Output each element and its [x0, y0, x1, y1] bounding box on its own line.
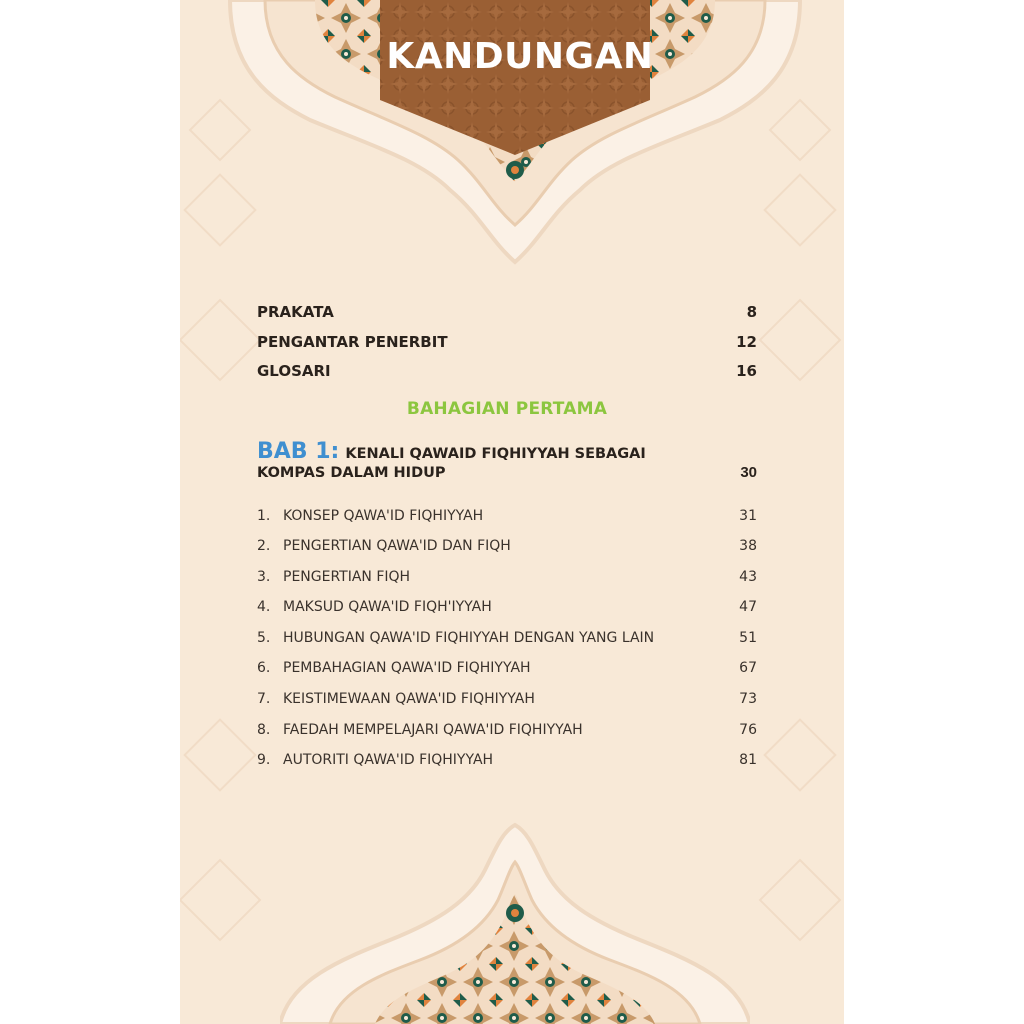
- page-title: KANDUNGAN: [386, 36, 654, 77]
- toc-row-pengantar-penerbit[interactable]: [257, 333, 757, 363]
- table-of-contents: [257, 303, 757, 783]
- item-page-number: 76: [739, 721, 757, 738]
- item-label: KONSEP QAWA'ID FIQHIYYAH: [283, 507, 484, 524]
- item-number: 1.: [257, 507, 271, 524]
- item-number: 4.: [257, 599, 271, 616]
- chapter-page-number: 30: [740, 463, 757, 481]
- toc-item[interactable]: [257, 538, 757, 569]
- item-page-number: 31: [739, 507, 757, 524]
- toc-item[interactable]: [257, 630, 757, 661]
- book-page: [180, 0, 844, 1024]
- toc-label: GLOSARI: [257, 362, 331, 380]
- toc-label: PRAKATA: [257, 303, 334, 321]
- item-page-number: 38: [739, 538, 757, 555]
- toc-row-glosari[interactable]: [257, 362, 757, 392]
- item-page-number: 43: [739, 568, 757, 585]
- bottom-arch-ornament: [280, 820, 750, 1024]
- item-number: 9.: [257, 752, 271, 769]
- item-page-number: 51: [739, 629, 757, 646]
- toc-page-number: 16: [736, 362, 757, 380]
- item-label: PEMBAHAGIAN QAWA'ID FIQHIYYAH: [283, 660, 531, 677]
- chapter-title-line1: [257, 439, 757, 464]
- item-number: 5.: [257, 629, 271, 646]
- toc-page-number: 8: [746, 303, 757, 321]
- chapter-title-line2: KOMPAS DALAM HIDUP: [257, 464, 446, 481]
- chapter-title-text: KENALI QAWAID FIQHIYYAH SEBAGAI: [345, 445, 646, 462]
- item-label: FAEDAH MEMPELAJARI QAWA'ID FIQHIYYAH: [283, 721, 583, 738]
- item-label: KEISTIMEWAAN QAWA'ID FIQHIYYAH: [283, 691, 535, 708]
- toc-item[interactable]: [257, 599, 757, 630]
- toc-item[interactable]: [257, 508, 757, 539]
- toc-chapter-heading[interactable]: [257, 439, 757, 483]
- item-label: PENGERTIAN FIQH: [283, 568, 411, 585]
- item-page-number: 73: [739, 691, 757, 708]
- item-number: 7.: [257, 691, 271, 708]
- item-page-number: 47: [739, 599, 757, 616]
- chapter-number: BAB 1:: [257, 438, 340, 464]
- item-label: AUTORITI QAWA'ID FIQHIYYAH: [283, 752, 494, 769]
- section-heading: BAHAGIAN PERTAMA: [406, 398, 608, 419]
- toc-label: PENGANTAR PENERBIT: [257, 332, 448, 351]
- item-page-number: 67: [739, 660, 757, 677]
- toc-item[interactable]: [257, 752, 757, 783]
- toc-item[interactable]: [257, 569, 757, 600]
- item-number: 6.: [257, 660, 271, 677]
- toc-item[interactable]: [257, 660, 757, 691]
- item-number: 8.: [257, 721, 271, 738]
- item-number: 3.: [257, 568, 271, 585]
- toc-item[interactable]: [257, 722, 757, 753]
- toc-page-number: 12: [736, 332, 757, 351]
- toc-item[interactable]: [257, 691, 757, 722]
- item-page-number: 81: [739, 752, 757, 769]
- item-label: PENGERTIAN QAWA'ID DAN FIQH: [283, 538, 511, 555]
- toc-row-prakata[interactable]: [257, 303, 757, 333]
- chapter-item-list: [257, 508, 757, 783]
- item-number: 2.: [257, 538, 271, 555]
- item-label: HUBUNGAN QAWA'ID FIQHIYYAH DENGAN YANG LAIN: [283, 629, 655, 646]
- item-label: MAKSUD QAWA'ID FIQH'IYYAH: [283, 599, 492, 616]
